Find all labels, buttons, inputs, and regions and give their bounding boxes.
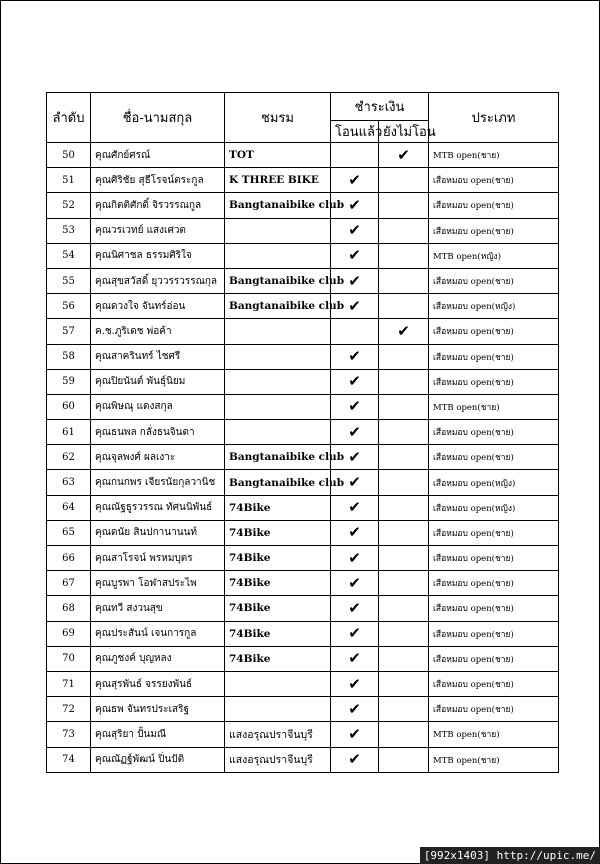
table-row [47,218,559,243]
participant-name: คุณศิริชัย สุธีโรจน์ตระกูล [91,168,225,193]
participant-name: คุณจุลพงศ์ ผลเงาะ [91,445,225,470]
table-row [47,546,559,571]
paid-check-icon: ✔ [331,268,379,293]
row-number: 70 [47,646,91,671]
header-type: ประเภท [429,93,559,143]
header-name: ชื่อ-นามสกุล [91,93,225,143]
table-row [47,394,559,419]
club-name: 74Bike [225,571,331,596]
category: เสือหมอบ open(ชาย) [429,344,559,369]
category: เสือหมอบ open(ชาย) [429,319,559,344]
club-name [225,369,331,394]
unpaid-check-icon [379,671,429,696]
unpaid-check-icon [379,495,429,520]
paid-check-icon: ✔ [331,495,379,520]
unpaid-check-icon [379,420,429,445]
club-name [225,344,331,369]
category: MTB open(ชาย) [429,143,559,168]
unpaid-check-icon [379,394,429,419]
table-row [47,571,559,596]
table-row [47,697,559,722]
table-row [47,193,559,218]
unpaid-check-icon [379,646,429,671]
row-number: 53 [47,218,91,243]
unpaid-check-icon: ✔ [379,143,429,168]
participant-name: คุณกิตติศักดิ์ จิรวรรณกูล [91,193,225,218]
participant-name: คุณสุขสวัสดิ์ ยุววรรวรรณกุล [91,268,225,293]
table-body [47,143,559,773]
unpaid-check-icon [379,344,429,369]
unpaid-check-icon [379,294,429,319]
participant-name: คุณนิศาชล ธรรมศิริใจ [91,243,225,268]
club-name: 74Bike [225,495,331,520]
unpaid-check-icon: ✔ [379,319,429,344]
unpaid-check-icon [379,621,429,646]
paid-check-icon [331,319,379,344]
category: เสือหมอบ open(ชาย) [429,697,559,722]
table-row [47,168,559,193]
category: เสือหมอบ open(ชาย) [429,268,559,293]
header-seq: ลำดับ [47,93,91,143]
participant-name: คุณสาโรจน์ พรหมบุตร [91,546,225,571]
category: เสือหมอบ open(ชาย) [429,420,559,445]
unpaid-check-icon [379,268,429,293]
row-number: 50 [47,143,91,168]
paid-check-icon: ✔ [331,747,379,772]
category: เสือหมอบ open(หญิง) [429,470,559,495]
unpaid-check-icon [379,369,429,394]
table-row [47,294,559,319]
paid-check-icon: ✔ [331,294,379,319]
unpaid-check-icon [379,546,429,571]
header-unpaid: ยังไม่โอน [379,121,429,143]
club-name: Bangtanaibike club [225,294,331,319]
club-name: 74Bike [225,520,331,545]
participant-name: คุณปิยนันต์ พันธุ์นิยม [91,369,225,394]
table-row [47,520,559,545]
row-number: 71 [47,671,91,696]
category: เสือหมอบ open(ชาย) [429,445,559,470]
unpaid-check-icon [379,697,429,722]
row-number: 55 [47,268,91,293]
participant-name: คุณสุรพันธ์ จรรยงพันธ์ [91,671,225,696]
unpaid-check-icon [379,596,429,621]
participant-name: คุณธพ จันทรประเสริฐ [91,697,225,722]
unpaid-check-icon [379,571,429,596]
paid-check-icon: ✔ [331,243,379,268]
table-row [47,671,559,696]
club-name [225,420,331,445]
table-row [47,621,559,646]
table-row [47,243,559,268]
club-name: 74Bike [225,621,331,646]
category: เสือหมอบ open(ชาย) [429,646,559,671]
row-number: 63 [47,470,91,495]
club-name [225,243,331,268]
row-number: 66 [47,546,91,571]
category: MTB open(ชาย) [429,394,559,419]
category: MTB open(ชาย) [429,722,559,747]
participant-name: คุณสุริยา ปั้นมณี [91,722,225,747]
club-name [225,218,331,243]
row-number: 51 [47,168,91,193]
unpaid-check-icon [379,168,429,193]
unpaid-check-icon [379,218,429,243]
paid-check-icon: ✔ [331,218,379,243]
participant-name: คุณสาครินทร์ ไชศรี [91,344,225,369]
participant-name: คุณวรเวทย์ แสงเศวต [91,218,225,243]
paid-check-icon: ✔ [331,369,379,394]
club-name: Bangtanaibike club [225,193,331,218]
category: เสือหมอบ open(ชาย) [429,369,559,394]
row-number: 73 [47,722,91,747]
club-name [225,394,331,419]
participant-name: คุณทวี สงวนสุข [91,596,225,621]
table-row [47,143,559,168]
participant-name: คุณกนกพร เจียรนัยกุลวานิช [91,470,225,495]
row-number: 59 [47,369,91,394]
paid-check-icon: ✔ [331,445,379,470]
paid-check-icon: ✔ [331,546,379,571]
participant-name: คุณธนพล กลั่งธนจินดา [91,420,225,445]
club-name: แสงอรุณปราจีนบุรี [225,722,331,747]
row-number: 60 [47,394,91,419]
participant-name: คุณภูชงค์ บุญหลง [91,646,225,671]
table-row [47,495,559,520]
category: เสือหมอบ open(ชาย) [429,193,559,218]
category: เสือหมอบ open(ชาย) [429,168,559,193]
club-name [225,697,331,722]
club-name: K THREE BIKE [225,168,331,193]
paid-check-icon: ✔ [331,596,379,621]
table-row [47,596,559,621]
row-number: 52 [47,193,91,218]
category: เสือหมอบ open(หญิง) [429,294,559,319]
participant-name: คุณณัฐธูรวรรณ ทัศนนิพันธ์ [91,495,225,520]
club-name [225,319,331,344]
table-row [47,722,559,747]
club-name: แสงอรุณปราจีนบุรี [225,747,331,772]
unpaid-check-icon [379,445,429,470]
row-number: 62 [47,445,91,470]
paid-check-icon [331,143,379,168]
participant-name: ค.ช.ภูริเดช พ่อค้า [91,319,225,344]
paid-check-icon: ✔ [331,621,379,646]
unpaid-check-icon [379,747,429,772]
paid-check-icon: ✔ [331,420,379,445]
table-row [47,445,559,470]
table-row [47,344,559,369]
participant-name: คุณณัฏฐ์พัฒน์ ปิ่นปัติ [91,747,225,772]
unpaid-check-icon [379,243,429,268]
category: เสือหมอบ open(ชาย) [429,671,559,696]
paid-check-icon: ✔ [331,520,379,545]
category: เสือหมอบ open(ชาย) [429,218,559,243]
club-name: Bangtanaibike club [225,445,331,470]
participant-name: คุณพิษณุ แดงสกุล [91,394,225,419]
paid-check-icon: ✔ [331,394,379,419]
paid-check-icon: ✔ [331,571,379,596]
row-number: 65 [47,520,91,545]
unpaid-check-icon [379,520,429,545]
paid-check-icon: ✔ [331,168,379,193]
header-club: ชมรม [225,93,331,143]
row-number: 57 [47,319,91,344]
category: เสือหมอบ open(ชาย) [429,520,559,545]
row-number: 58 [47,344,91,369]
row-number: 74 [47,747,91,772]
club-name [225,671,331,696]
registration-table [46,92,559,773]
unpaid-check-icon [379,193,429,218]
unpaid-check-icon [379,722,429,747]
club-name: 74Bike [225,546,331,571]
participant-name: คุณประสันน์ เจนการกูล [91,621,225,646]
participant-name: คุณศักย์ศรณ์ [91,143,225,168]
row-number: 68 [47,596,91,621]
watermark: [992x1403] http://upic.me/ [420,847,600,864]
row-number: 67 [47,571,91,596]
category: เสือหมอบ open(ชาย) [429,596,559,621]
row-number: 56 [47,294,91,319]
paid-check-icon: ✔ [331,344,379,369]
table-row [47,470,559,495]
row-number: 54 [47,243,91,268]
club-name: Bangtanaibike club [225,268,331,293]
table-row [47,369,559,394]
unpaid-check-icon [379,470,429,495]
category: เสือหมอบ open(ชาย) [429,621,559,646]
club-name: 74Bike [225,646,331,671]
participant-name: คุณบูรพา โอฬาสประไพ [91,571,225,596]
category: เสือหมอบ open(ชาย) [429,571,559,596]
category: เสือหมอบ open(หญิง) [429,495,559,520]
paid-check-icon: ✔ [331,646,379,671]
table-row [47,319,559,344]
row-number: 64 [47,495,91,520]
paid-check-icon: ✔ [331,697,379,722]
row-number: 72 [47,697,91,722]
club-name: Bangtanaibike club [225,470,331,495]
table-row [47,420,559,445]
paid-check-icon: ✔ [331,722,379,747]
club-name: TOT [225,143,331,168]
header-payment: ชำระเงิน [331,93,429,121]
header-paid: โอนแล้ว [331,121,379,143]
paid-check-icon: ✔ [331,193,379,218]
table-row [47,747,559,772]
paid-check-icon: ✔ [331,671,379,696]
table-row [47,268,559,293]
row-number: 61 [47,420,91,445]
category: MTB open(ชาย) [429,747,559,772]
table-row [47,646,559,671]
paid-check-icon: ✔ [331,470,379,495]
row-number: 69 [47,621,91,646]
category: MTB open(หญิง) [429,243,559,268]
participant-name: คุณดนัย สินปกานานนท์ [91,520,225,545]
category: เสือหมอบ open(ชาย) [429,546,559,571]
club-name: 74Bike [225,596,331,621]
participant-name: คุณดวงใจ จันทร์อ่อน [91,294,225,319]
